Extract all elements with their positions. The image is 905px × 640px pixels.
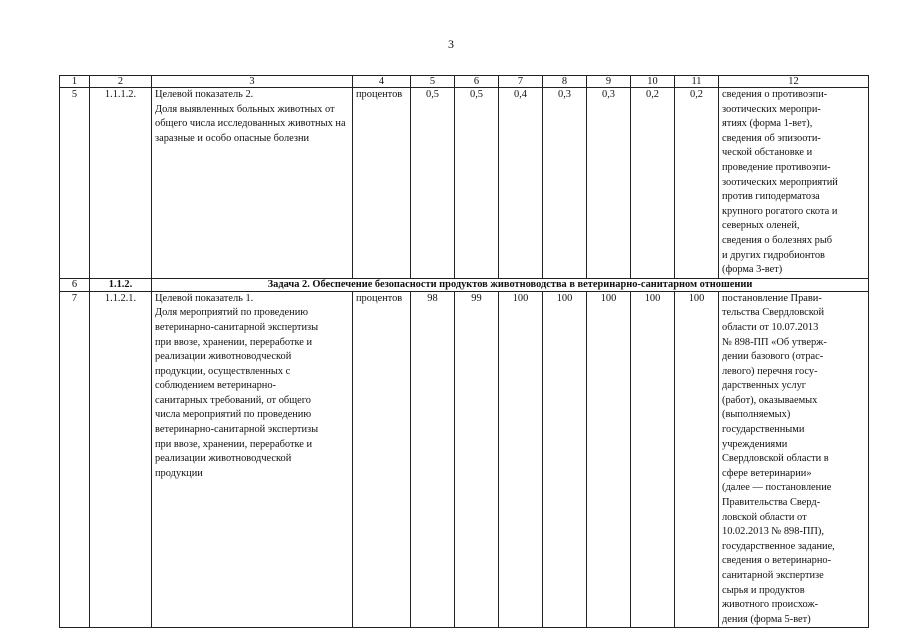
table-row: [60, 88, 869, 279]
indicator-name: Целевой показатель 2. Доля выявленных больных животных от общего числа исследованных животных на заразные и особо опасные болезни: [152, 88, 353, 279]
column-number: 3: [152, 76, 353, 88]
row-code: 1.1.1.2.: [90, 88, 152, 279]
value-cell: 0,3: [587, 88, 631, 279]
column-number-row: [60, 76, 869, 88]
unit: процентов: [353, 88, 411, 279]
column-number: 12: [719, 76, 869, 88]
value-cell: 100: [543, 291, 587, 628]
column-number: 8: [543, 76, 587, 88]
row-number: 7: [60, 291, 90, 628]
unit: процентов: [353, 291, 411, 628]
row-code: 1.1.2.1.: [90, 291, 152, 628]
value-cell: 100: [587, 291, 631, 628]
value-cell: 0,4: [499, 88, 543, 279]
indicators-table: [59, 75, 869, 628]
column-number: 1: [60, 76, 90, 88]
row-code: 1.1.2.: [90, 278, 152, 291]
column-number: 9: [587, 76, 631, 88]
column-number: 7: [499, 76, 543, 88]
task-title: Задача 2. Обеспечение безопасности продуктов животноводства в ветеринарно-санитарном отношении: [152, 278, 869, 291]
row-number: 6: [60, 278, 90, 291]
table-row: [60, 291, 869, 628]
task-row: [60, 278, 869, 291]
value-cell: 100: [675, 291, 719, 628]
page-number: 3: [448, 37, 454, 51]
indicator-name: Целевой показатель 1. Доля мероприятий по проведению ветеринарно-санитарной экспертизы при ввозе, хранении, переработке и реализации животноводческой продукции, осуществленных с соблюдением ветеринарно- санитарных требований, от общего числа мероприятий по проведению ветеринарно-санитарной экспертизы при ввозе, хранении, переработке и реализации животноводческой продукции: [152, 291, 353, 628]
value-cell: 0,2: [675, 88, 719, 279]
column-number: 11: [675, 76, 719, 88]
column-number: 6: [455, 76, 499, 88]
column-number: 4: [353, 76, 411, 88]
value-cell: 100: [631, 291, 675, 628]
value-cell: 0,2: [631, 88, 675, 279]
value-cell: 100: [499, 291, 543, 628]
value-cell: 0,5: [411, 88, 455, 279]
value-cell: 0,5: [455, 88, 499, 279]
column-number: 10: [631, 76, 675, 88]
value-cell: 0,3: [543, 88, 587, 279]
data-source: сведения о противоэпи- зоотических меропри- ятиях (форма 1-вет), сведения об эпизооти- ческой обстановке и проведение противоэпи- зоотических мероприятий против гиподерматоза крупного рогатого скота и северных оленей, сведения о болезнях рыб и других гидробионтов (форма 3-вет): [719, 88, 869, 279]
value-cell: 98: [411, 291, 455, 628]
value-cell: 99: [455, 291, 499, 628]
data-source: постановление Прави- тельства Свердловской области от 10.07.2013 № 898-ПП «Об утверж- дении базового (отрас- левого) перечня госу- дарственных услуг (работ), оказываемых (выполняемых) государственными учреждениями Свердловской области в сфере ветеринарии» (далее — постановление Правительства Сверд- ловской области от 10.02.2013 № 898-ПП), государственное задание, сведения о ветеринарно- санитарной экспертизе сырья и продуктов животного происхож- дения (форма 5-вет): [719, 291, 869, 628]
column-number: 5: [411, 76, 455, 88]
row-number: 5: [60, 88, 90, 279]
column-number: 2: [90, 76, 152, 88]
